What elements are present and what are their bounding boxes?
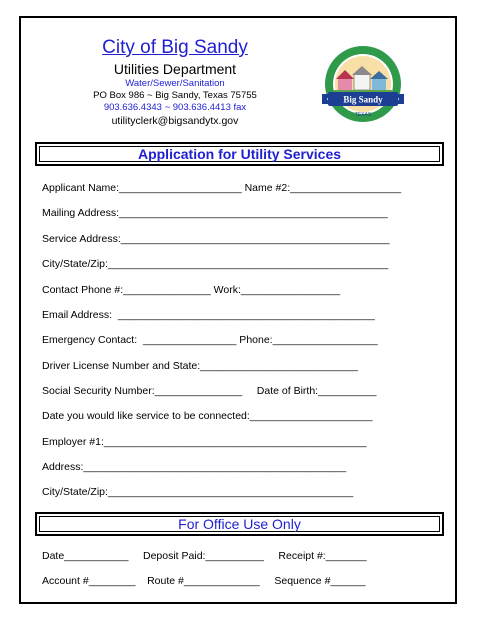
service-address-field[interactable]: Service Address:______________________________________________: [42, 233, 390, 245]
banner-text: Big Sandy: [343, 94, 383, 105]
house-center: [354, 74, 370, 90]
city-seal-logo: [316, 42, 410, 132]
employer-address-field[interactable]: Address:_____________________________________________: [42, 461, 347, 473]
office-use-title: For Office Use Only: [178, 516, 301, 532]
service-date-field[interactable]: Date you would like service to be connected:_____________________: [42, 410, 373, 422]
city-name: City of Big Sandy: [102, 37, 248, 58]
employer-city-state-zip-field[interactable]: City/State/Zip:__________________________________________: [42, 486, 354, 498]
department-name: Utilities Department: [113, 61, 237, 77]
house-right: [372, 78, 386, 90]
application-title-box: [35, 142, 444, 166]
house-left: [338, 78, 352, 90]
office-row-account-route-sequence[interactable]: Account #________ Route #_____________ Sequence #______: [42, 575, 366, 587]
contact-phone-field[interactable]: Contact Phone #:_______________ Work:_________________: [42, 284, 341, 296]
state-text: TEXAS: [354, 112, 372, 118]
ssn-dob-field[interactable]: Social Security Number:_______________ Date of Birth:__________: [42, 385, 377, 397]
employer-field[interactable]: Employer #1:_____________________________________________: [42, 436, 367, 448]
office-row-date-deposit-receipt[interactable]: Date___________ Deposit Paid:__________ Receipt #:_______: [42, 550, 367, 562]
email-address-field[interactable]: Email Address: ____________________________________________: [42, 309, 375, 321]
email-line: utilityclerk@bigsandytx.gov: [111, 115, 239, 127]
mailing-address-field[interactable]: Mailing Address:______________________________________________: [42, 207, 388, 219]
phone-line: 903.636.4343 ~ 903.636.4413 fax: [103, 102, 247, 113]
emergency-contact-field[interactable]: Emergency Contact: ________________ Phone:__________________: [42, 334, 378, 346]
city-state-zip-field[interactable]: City/State/Zip:________________________________________________: [42, 258, 389, 270]
services-line: Water/Sewer/Sanitation: [125, 78, 225, 89]
application-title: Application for Utility Services: [137, 146, 342, 162]
office-use-title-box: [35, 512, 444, 536]
applicant-name-field[interactable]: Applicant Name:_____________________ Name #2:___________________: [42, 182, 402, 194]
address-line: PO Box 986 ~ Big Sandy, Texas 75755: [93, 90, 257, 101]
driver-license-field[interactable]: Driver License Number and State:___________________________: [42, 360, 358, 372]
letterhead: [60, 36, 290, 128]
